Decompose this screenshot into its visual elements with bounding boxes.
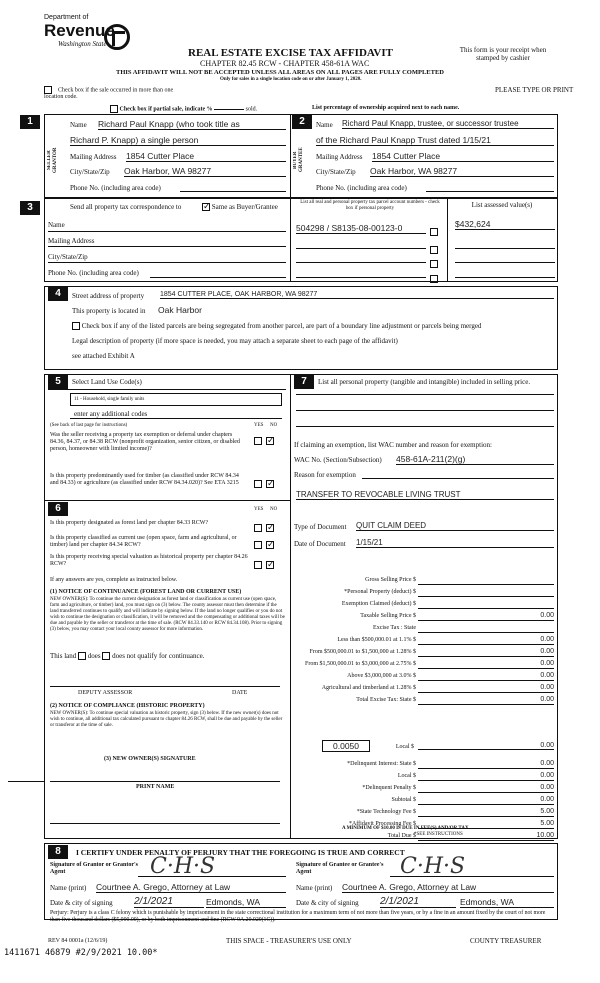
fee-value[interactable]: 5.00 — [418, 819, 554, 829]
tax-value[interactable] — [418, 587, 554, 597]
buyer-address-field[interactable]: 1854 Cutter Place — [372, 151, 554, 162]
fee-value[interactable]: 5.00 — [418, 807, 554, 817]
grantee-sig-label: Signature of Grantee or Grantee's Agent — [296, 862, 384, 875]
receipt-note: This form is your receipt when stamped by cashier — [459, 46, 547, 62]
minimum-due-note: A MINIMUM OF $10.00 IS DUE IN FEE(S) AND/OR TAX — [342, 826, 469, 831]
form-revision: REV 84 0001a (12/6/19) — [48, 938, 108, 944]
treasurer-space-label: THIS SPACE - TREASURER'S USE ONLY — [226, 937, 352, 945]
grantor-date-field[interactable]: 2/1/2021 — [134, 896, 204, 908]
tax-table-1 — [296, 574, 556, 706]
seller-name-line2[interactable]: Richard P. Knapp) a single person — [70, 135, 286, 146]
s5-yes-header: YES — [254, 423, 264, 428]
county-treasurer-label: COUNTY TREASURER — [470, 937, 542, 945]
see-back-note: (See back of last page for instructions) — [50, 423, 128, 428]
s5-q2-no[interactable] — [266, 480, 274, 488]
reason-label: Reason for exemption — [294, 471, 356, 479]
tax-value[interactable]: 0.00 — [418, 671, 554, 681]
s6-q3-yes[interactable] — [254, 561, 262, 569]
s6-q2-no[interactable] — [266, 541, 274, 549]
wac-label: WAC No. (Section/Subsection) — [294, 456, 382, 464]
s6-q1-no[interactable] — [266, 524, 274, 532]
s5-q1-no[interactable] — [266, 437, 274, 445]
s6-question-2: Is this property classified as current use (open space, farm and agricultural, or timber) land per chapter 84.34 RCW? — [50, 535, 237, 548]
section-7-badge: 7 — [294, 375, 314, 389]
segregation-label: Check box if any of the listed parcels are being segregated from another parcel, are part of a boundary line adjustment or parcels being merged — [81, 322, 482, 330]
fee-value[interactable]: 0.00 — [418, 783, 554, 793]
grantor-city-field[interactable]: Edmonds, WA — [206, 897, 286, 908]
cashier-stamp: 1411671 46879 #2/9/2021 10.00* — [4, 948, 158, 958]
s5-q2-yes[interactable] — [254, 480, 262, 488]
partial-sale-label: Check box if partial sale, indicate % — [119, 106, 213, 113]
fee-label: Subtotal $ — [391, 797, 416, 803]
s6-q1-yes[interactable] — [254, 524, 262, 532]
section-5-badge: 5 — [48, 375, 68, 389]
tax-row — [296, 658, 556, 670]
section-6-badge: 6 — [48, 502, 68, 516]
grantee-date-field[interactable]: 2/1/2021 — [380, 896, 456, 908]
fee-row — [296, 758, 556, 770]
tax-row — [296, 574, 556, 586]
fee-label: *Delinquent Penalty $ — [362, 785, 416, 791]
multi-location-row — [44, 86, 184, 101]
section-3-badge: 3 — [20, 201, 40, 215]
additional-codes-label: enter any additional codes — [74, 410, 148, 418]
land-use-value: 11 - Household, single family units — [74, 397, 145, 402]
perjury-statement: Perjury: Perjury is a class C felony which is punishable by imprisonment in the state correctional institution for a maximum term of not more than five years, or by a fine in an amount fixed by the court of not more than five thousand dollars ($5,000.00), or by both imprisonment and fine (RCW 9A.20.020(1C)). — [50, 910, 546, 923]
tax-label: Gross Selling Price $ — [365, 577, 416, 583]
tax-row — [296, 646, 556, 658]
logo-emblem-icon — [104, 24, 130, 50]
tax-label: Excise Tax : State — [373, 625, 416, 631]
s6-question-3: Is this property receiving special valuation as historical property per chapter 84.26 RCW? — [50, 554, 248, 567]
section-4-badge: 4 — [48, 287, 68, 301]
notice-compliance-body: NEW OWNER(S): To continue special valuation as historic property, sign (3) below. If the new owner(s) does not wish to continue, all additional tax calculated pursuant to chapter 84.26 RCW, shall be due and payable by the seller or transferor at the time of sale. — [50, 711, 283, 728]
fee-value[interactable]: 0.00 — [418, 771, 554, 781]
seller-address-label: Mailing Address — [70, 153, 117, 161]
print-name-label: PRINT NAME — [136, 784, 175, 790]
tax-row — [296, 598, 556, 610]
s5-question-1: Was the seller receiving a property tax exemption or deferral under chapters 84.36, 84.37, or 84.38 RCW (nonprofit organization, senior citizen, or disabled person, homeowner with limited income)? — [50, 432, 240, 452]
buyer-city-field[interactable]: Oak Harbor, WA 98277 — [370, 166, 554, 177]
tax-row — [296, 634, 556, 646]
ownership-note: List percentage of ownership acquired next to each name. — [312, 105, 460, 111]
local-rate-value: 0.0050 — [333, 741, 359, 751]
s3-city-label: City/State/Zip — [48, 253, 88, 261]
doc-type-label: Type of Document — [294, 523, 347, 531]
grantee-name-field[interactable]: Courtnee A. Grego, Attorney at Law — [342, 882, 554, 893]
buyer-city-label: City/State/Zip — [316, 168, 356, 176]
same-as-buyer-label: Same as Buyer/Grantee — [211, 203, 278, 211]
type-or-print: PLEASE TYPE OR PRINT — [495, 86, 574, 94]
section-8-badge: 8 — [48, 845, 68, 859]
fee-value[interactable]: 0.00 — [418, 795, 554, 805]
does-not-label: does not qualify for continuance. — [112, 652, 205, 660]
legal-description-label: Legal description of property (if more space is needed, you may attach a separate sheet to each page of the affidavit) — [72, 337, 398, 345]
assessed-value-field[interactable]: $432,624 — [455, 219, 555, 230]
parcel-2-personal-checkbox[interactable] — [430, 246, 438, 254]
notice-compliance-heading: (2) NOTICE OF COMPLIANCE (HISTORIC PROPERTY) — [50, 703, 205, 709]
parcel-number-field[interactable]: 504298 / S8135-08-00123-0 — [296, 223, 426, 234]
deputy-date-label: DATE — [232, 690, 248, 696]
segregation-checkbox[interactable] — [72, 322, 80, 330]
tax-label: Exemption Claimed (deduct) $ — [341, 601, 416, 607]
seller-name-label: Name — [70, 121, 87, 129]
see-instructions-note: *SEE INSTRUCTIONS — [414, 832, 463, 837]
grantee-date-label: Date & city of signing — [296, 899, 359, 907]
land-does-checkbox[interactable] — [78, 652, 86, 660]
tax-row — [296, 610, 556, 622]
notice-continuance-body: NEW OWNER(S): To continue the current designation as forest land or classification as current use (open space, farm and agriculture, or timber) land, you must sign on (3) below. The county assessor must then determine if the land transferred continues to qualify and will indicate by signing below. If the land no longer qualifies or you do not wish to continue the designation or classification, it will be removed and the compensating or additional taxes will be due and payable by the seller or transferor at the time of sale. (RCW 84.33.140 or RCW 84.34.108). Prior to signing (3) below, you may contact your local county assessor for more information. — [50, 597, 285, 632]
notice-continuance-heading: (1) NOTICE OF CONTINUANCE (FOREST LAND OR CURRENT USE) — [50, 589, 242, 595]
grantor-sig-label: Signature of Grantor or Grantor's Agent — [50, 862, 138, 875]
grantor-signature[interactable]: C·H·S — [150, 854, 216, 879]
assessed-value-header: List assessed value(s) — [471, 201, 533, 209]
tax-label: Total Excise Tax: State $ — [356, 697, 416, 703]
personal-property-label: List all personal property (tangible and intangible) included in selling price. — [318, 378, 531, 386]
s6-question-1: Is this property designated as forest land per chapter 84.33 RCW? — [50, 520, 209, 526]
s6-q2-yes[interactable] — [254, 541, 262, 549]
legal-description-field[interactable]: see attached Exhibit A — [72, 352, 135, 360]
tax-label: Above $3,000,000 at 3.0% $ — [347, 673, 416, 679]
tax-row — [296, 586, 556, 598]
tax-value[interactable] — [418, 623, 554, 633]
seller-name-line1[interactable]: Richard Paul Knapp (who took title as — [98, 119, 286, 130]
buyer-phone-label: Phone No. (including area code) — [316, 184, 407, 192]
s6-yes-header: YES — [254, 507, 264, 512]
buyer-address-label: Mailing Address — [316, 153, 363, 161]
tax-row — [296, 670, 556, 682]
tax-label: Taxable Selling Price $ — [360, 613, 416, 619]
fee-label: Total Due $ — [387, 833, 416, 839]
land-qualify-row — [50, 652, 204, 660]
s3-mail-label: Mailing Address — [48, 237, 95, 245]
grantee-name-label: Name (print) — [296, 884, 333, 892]
partial-percent-field[interactable] — [214, 109, 244, 110]
buyer-side-label: BUYER GRANTEE — [293, 147, 304, 173]
same-as-buyer-row — [202, 203, 278, 211]
deputy-assessor-label: DEPUTY ASSESSOR — [78, 690, 133, 696]
grantor-name-label: Name (print) — [50, 884, 87, 892]
tax-row — [296, 682, 556, 694]
local-rate-box[interactable] — [322, 740, 370, 752]
tax-label: From $500,000.01 to $1,500,000 at 1.28% $ — [309, 649, 416, 655]
does-label: does — [87, 652, 101, 660]
buyer-name-label: Name — [316, 121, 333, 129]
seller-city-label: City/State/Zip — [70, 168, 110, 176]
street-address-field[interactable]: 1854 CUTTER PLACE, OAK HARBOR, WA 98277 — [160, 291, 554, 299]
local-tax-value[interactable]: 0.00 — [418, 742, 554, 750]
section-1-badge: 1 — [20, 115, 40, 129]
multi-location-label: Check box if the sale occurred in more than one location code. — [44, 87, 174, 101]
doc-date-label: Date of Document — [294, 540, 346, 548]
fee-value[interactable]: 0.00 — [418, 759, 554, 769]
parcel-3-personal-checkbox[interactable] — [430, 260, 438, 268]
land-use-label: Select Land Use Code(s) — [72, 378, 142, 386]
s5-q1-yes[interactable] — [254, 437, 262, 445]
buyer-name-line1[interactable]: Richard Paul Knapp, trustee, or successor trustee — [342, 119, 554, 129]
s5-question-2: Is this property predominantly used for timber (as classified under RCW 84.34 and 84.33) or agriculture (as classified under RCW 84.34.020)? See ETA 3215 — [50, 473, 239, 486]
new-owner-signature-label: (3) NEW OWNER(S) SIGNATURE — [104, 756, 196, 762]
form-subtitle: CHAPTER 82.45 RCW - CHAPTER 458-61A WAC — [200, 59, 370, 68]
tax-value[interactable]: 0.00 — [418, 611, 554, 621]
grantee-city-field[interactable]: Edmonds, WA — [460, 897, 554, 908]
fee-label: *State Technology Fee $ — [356, 809, 416, 815]
doc-date-field[interactable]: 1/15/21 — [356, 538, 554, 548]
street-label: Street address of property — [72, 292, 145, 300]
s3-name-label: Name — [48, 221, 65, 229]
fee-label: *Delinquent Interest: State $ — [347, 761, 416, 767]
multi-location-checkbox[interactable] — [44, 86, 52, 94]
seller-side-label: SELLER GRANTOR — [47, 147, 58, 173]
s6-any-yes-note: If any answers are yes, complete as instructed below. — [50, 577, 178, 583]
s5-no-header: NO — [270, 423, 278, 428]
local-tax-label: Local $ — [395, 744, 414, 750]
form-title: REAL ESTATE EXCISE TAX AFFIDAVIT — [188, 47, 393, 59]
dept-line: Department of — [44, 14, 89, 21]
tax-label: From $1,500,000.01 to $3,000,000 at 2.75% $ — [305, 661, 416, 667]
tax-value[interactable] — [418, 575, 554, 585]
same-as-buyer-checkbox[interactable] — [202, 203, 210, 211]
tax-label: Agricultural and timberland at 1.28% $ — [321, 685, 416, 691]
sold-label: sold. — [245, 106, 258, 113]
seller-address-field[interactable]: 1854 Cutter Place — [126, 151, 286, 162]
fee-label: *Affidavit Processing Fee $ — [348, 821, 416, 827]
send-correspondence-label: Send all property tax correspondence to — [70, 203, 182, 211]
tax-label: Less than $500,000.01 at 1.1% $ — [337, 637, 416, 643]
fee-row — [296, 806, 556, 818]
fee-row — [296, 794, 556, 806]
s6-no-header: NO — [270, 507, 278, 512]
section-2-badge: 2 — [292, 115, 312, 129]
wac-field[interactable]: 458-61A-211(2)(g) — [396, 454, 554, 465]
fee-row — [296, 782, 556, 794]
fee-value[interactable]: 10.00 — [418, 831, 554, 841]
tax-value[interactable]: 0.00 — [418, 647, 554, 657]
tax-row — [296, 694, 556, 706]
land-use-select[interactable] — [70, 393, 282, 406]
state-line: Washington State — [58, 40, 107, 48]
grantee-signature[interactable]: C·H·S — [400, 854, 466, 879]
grantor-name-field[interactable]: Courtnee A. Grego, Attorney at Law — [96, 882, 286, 893]
buyer-name-line2[interactable]: of the Richard Paul Knapp Trust dated 1/15/21 — [316, 135, 554, 146]
tax-value[interactable]: 0.00 — [418, 683, 554, 693]
land-does-not-checkbox[interactable] — [102, 652, 110, 660]
location-label: This property is located in — [72, 307, 146, 315]
parcel-4-personal-checkbox[interactable] — [430, 275, 438, 283]
s3-phone-label: Phone No. (including area code) — [48, 269, 139, 277]
segregation-row — [72, 322, 552, 330]
tax-row — [296, 622, 556, 634]
this-land-label: This land — [50, 652, 77, 660]
partial-sale-checkbox[interactable] — [110, 105, 118, 113]
location-field[interactable]: Oak Harbor — [158, 305, 202, 315]
tax-value[interactable] — [418, 599, 554, 609]
certify-statement: I CERTIFY UNDER PENALTY OF PERJURY THAT THE FOREGOING IS TRUE AND CORRECT — [76, 848, 405, 857]
single-location-note: Only for sales in a single location code on or after January 1, 2020. — [220, 77, 362, 82]
fee-row — [296, 770, 556, 782]
exemption-note: If claiming an exemption, list WAC number and reason for exemption: — [294, 441, 492, 449]
tax-value[interactable]: 0.00 — [418, 659, 554, 669]
acceptance-notice: THIS AFFIDAVIT WILL NOT BE ACCEPTED UNLESS ALL AREAS ON ALL PAGES ARE FULLY COMPLETED — [116, 69, 444, 76]
s6-q3-no[interactable] — [266, 561, 274, 569]
revenue-word: Revenue — [44, 21, 115, 40]
tax-label: *Personal Property (deduct) $ — [344, 589, 416, 595]
partial-sale-row — [110, 105, 257, 113]
seller-phone-label: Phone No. (including area code) — [70, 184, 161, 192]
reason-field[interactable]: TRANSFER TO REVOCABLE LIVING TRUST — [296, 490, 554, 500]
parcel-header: List all real and personal property tax parcel account numbers - check box if personal property — [300, 200, 440, 211]
tax-value[interactable]: 0.00 — [418, 695, 554, 705]
grantor-date-label: Date & city of signing — [50, 899, 113, 907]
tax-value[interactable]: 0.00 — [418, 635, 554, 645]
parcel-1-personal-checkbox[interactable] — [430, 228, 438, 236]
seller-city-field[interactable]: Oak Harbor, WA 98277 — [124, 166, 286, 177]
fee-label: Local $ — [397, 773, 416, 779]
doc-type-field[interactable]: QUIT CLAIM DEED — [356, 521, 554, 531]
